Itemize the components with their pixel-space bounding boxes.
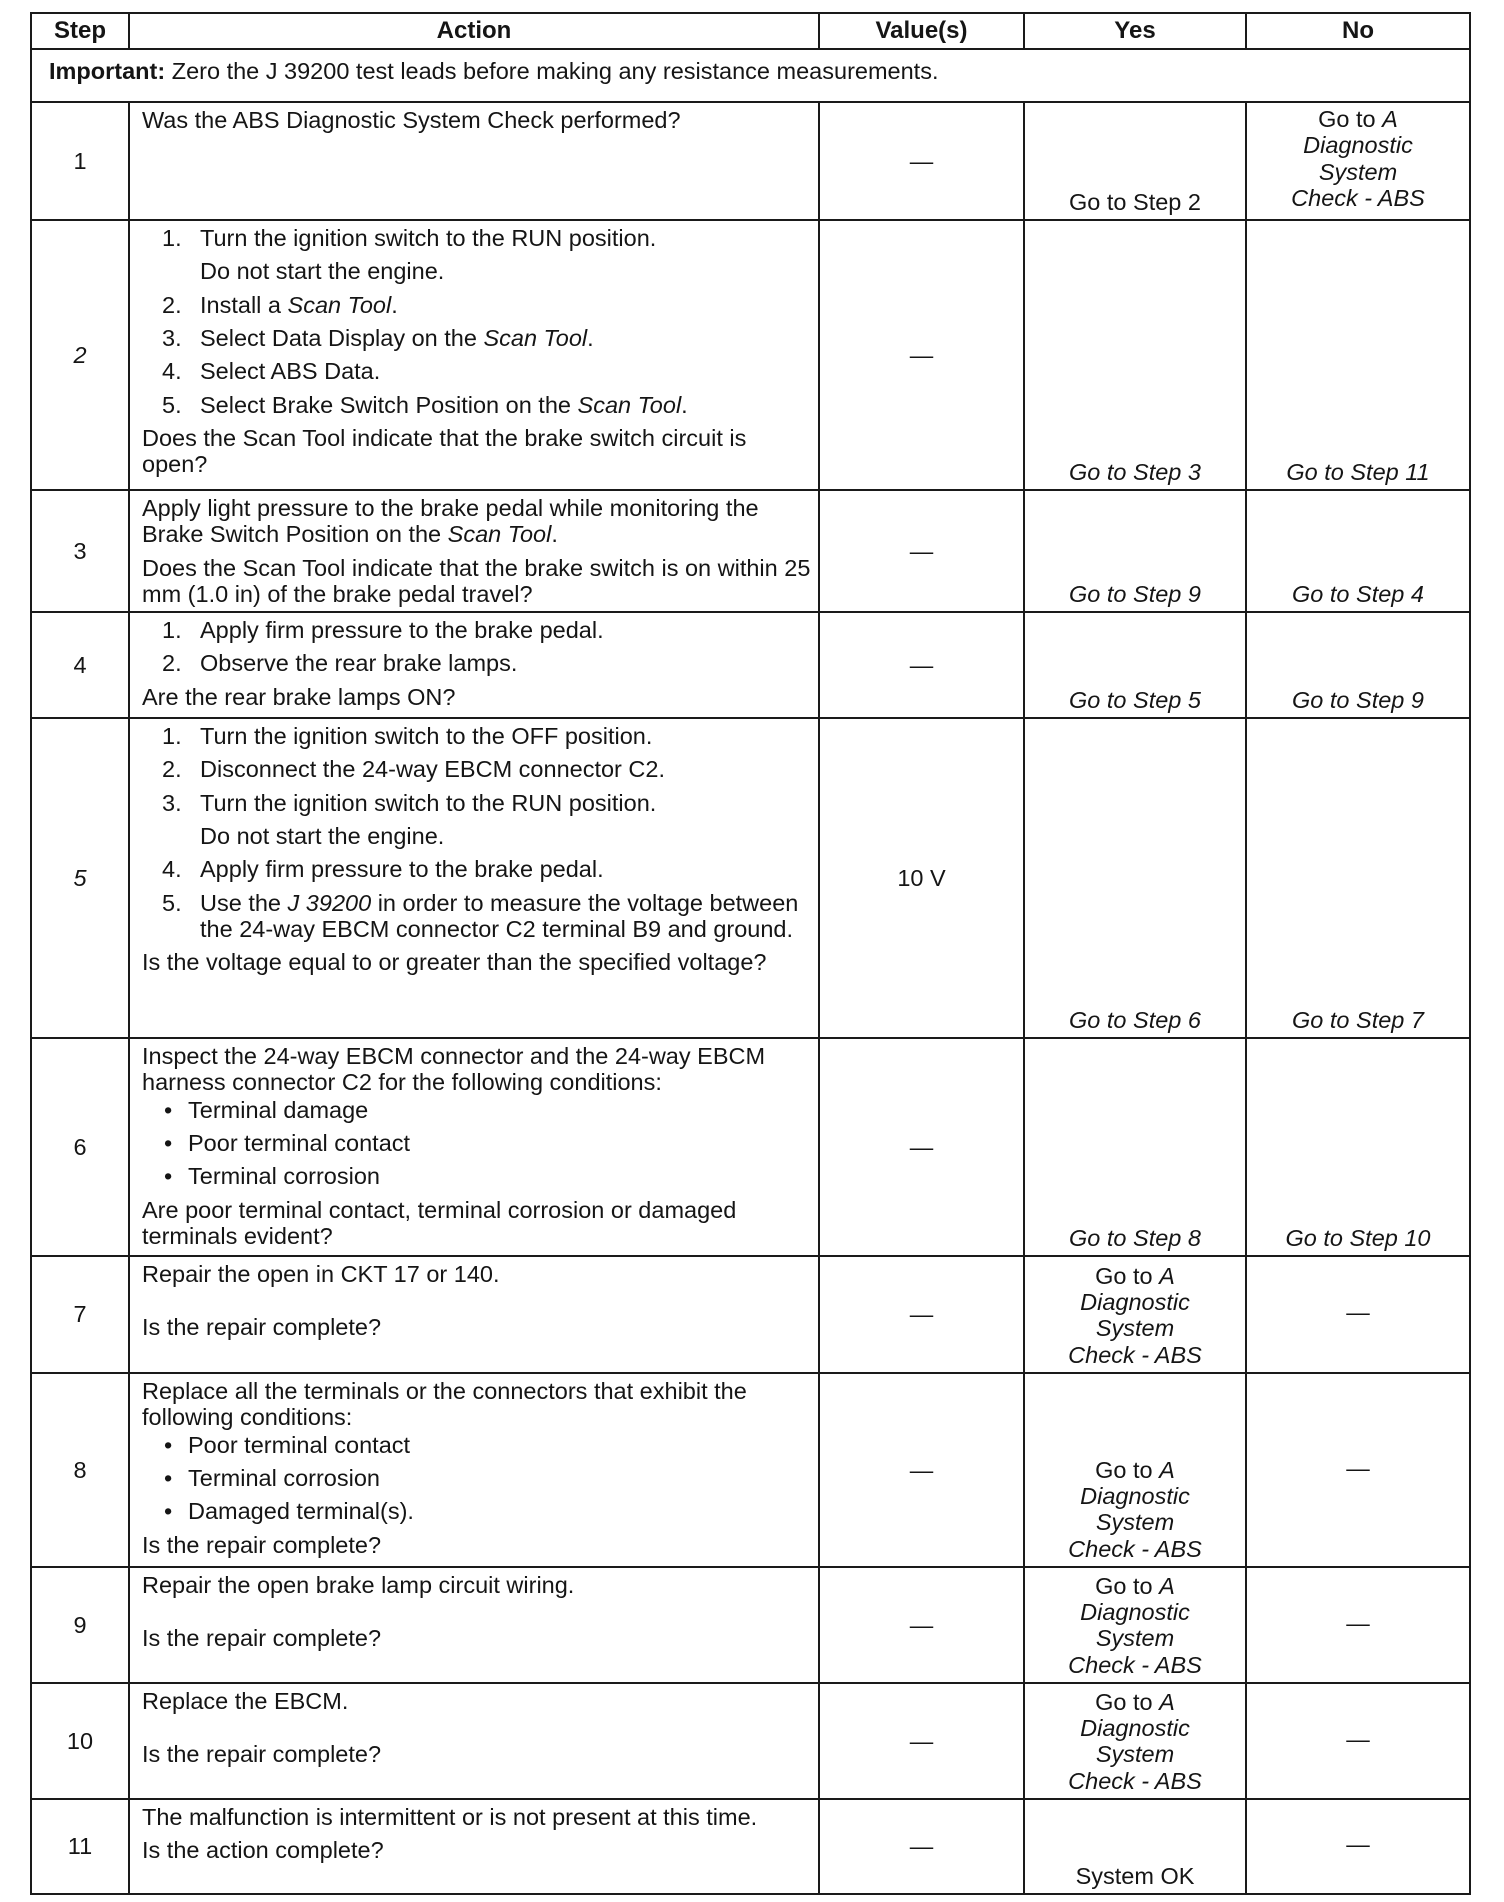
- item-text: in order to measure the voltage between the 24-way EBCM connector C2 terminal B9 and ground.: [200, 889, 799, 942]
- question-text: Does the Scan Tool indicate that the brake switch circuit is open?: [142, 424, 747, 478]
- item-italic: Scan Tool: [483, 324, 588, 351]
- procedure-item: [142, 723, 812, 749]
- no-line-1: [1251, 106, 1465, 132]
- action-cell: [129, 1373, 819, 1567]
- condition-item: • Terminal damage: [142, 1097, 812, 1123]
- no-text: Go to Step 9: [1292, 686, 1424, 713]
- table-row-step-8: [31, 1373, 1470, 1567]
- table-row-step-2: [31, 220, 1470, 490]
- condition-item: • Terminal corrosion: [142, 1465, 812, 1491]
- yes-line-4: [1029, 1536, 1241, 1562]
- action-intro: [142, 495, 812, 548]
- yes-line-italic: System: [1095, 1509, 1175, 1536]
- yes-cell: [1024, 1567, 1246, 1683]
- no-cell: —: [1246, 1567, 1470, 1683]
- action-intro: Repair the open brake lamp circuit wiring.: [142, 1572, 575, 1598]
- no-cell: [1246, 1038, 1470, 1256]
- yes-text: Go to Step 5: [1069, 686, 1201, 713]
- yes-cell: Go to Step 2: [1024, 102, 1246, 220]
- yes-line-text: Go to: [1095, 1688, 1160, 1715]
- item-italic: Scan Tool: [287, 291, 392, 318]
- item-italic: Scan Tool: [577, 391, 682, 418]
- procedure-item: [142, 650, 812, 676]
- yes-line-italic: A: [1159, 1262, 1175, 1289]
- value-cell: —: [819, 102, 1024, 220]
- step-number: 6: [31, 1038, 129, 1256]
- yes-line-4: [1029, 1342, 1241, 1368]
- step-number: 10: [31, 1683, 129, 1799]
- item-number: 3.: [162, 324, 182, 351]
- yes-cell: [1024, 490, 1246, 612]
- no-line-italic: A: [1382, 106, 1398, 132]
- no-line-2: [1251, 132, 1465, 158]
- no-cell: [1246, 220, 1470, 490]
- yes-line-italic: System: [1095, 1315, 1175, 1342]
- no-cell: [1246, 490, 1470, 612]
- yes-line-italic: Diagnostic: [1080, 1483, 1190, 1510]
- value-cell: —: [819, 490, 1024, 612]
- header-values: Value(s): [819, 13, 1024, 49]
- item-text: Use the: [200, 889, 288, 916]
- no-text: Go to Step 11: [1286, 458, 1430, 485]
- value-cell: —: [819, 612, 1024, 718]
- procedure-item: [142, 225, 812, 251]
- yes-cell: [1024, 1373, 1246, 1567]
- action-cell: [129, 1683, 819, 1799]
- yes-line-2: [1029, 1483, 1241, 1509]
- item-number: 5.: [162, 391, 182, 418]
- intro-text: .: [551, 521, 558, 548]
- value-cell: —: [819, 1256, 1024, 1373]
- question-text: Is the action complete?: [142, 1837, 384, 1864]
- step-number: 11: [31, 1799, 129, 1894]
- header-step: Step: [31, 13, 129, 49]
- no-cell: —: [1246, 1799, 1470, 1894]
- yes-line-1: [1029, 1573, 1241, 1599]
- condition-item: • Damaged terminal(s).: [142, 1498, 812, 1524]
- procedure-item: [142, 292, 812, 318]
- value-cell: —: [819, 220, 1024, 490]
- question-text: Does the Scan Tool indicate that the brake switch is on within 25 mm (1.0 in) of the brake pedal travel?: [142, 554, 811, 607]
- procedure-note: Do not start the engine.: [200, 822, 445, 849]
- table-row-step-9: [31, 1567, 1470, 1683]
- yes-line-3: [1029, 1741, 1241, 1767]
- yes-line-1: [1029, 1457, 1241, 1483]
- yes-cell: [1024, 220, 1246, 490]
- yes-line-italic: Diagnostic: [1080, 1599, 1190, 1626]
- procedure-item: [142, 756, 812, 782]
- yes-text: Go to Step 3: [1069, 458, 1201, 485]
- item-text: Apply firm pressure to the brake pedal.: [200, 617, 604, 643]
- no-line-3: [1251, 159, 1465, 185]
- procedure-item: [142, 790, 812, 816]
- header-action: Action: [129, 13, 819, 49]
- important-text: Zero the J 39200 test leads before making any resistance measurements.: [165, 58, 939, 84]
- table-row-step-5: [31, 718, 1470, 1038]
- yes-cell: System OK: [1024, 1799, 1246, 1894]
- yes-line-italic: Check - ABS: [1068, 1651, 1202, 1678]
- procedure-note: Do not start the engine.: [200, 258, 445, 285]
- item-text: Turn the ignition switch to the OFF position.: [200, 723, 653, 749]
- action-cell: [129, 220, 819, 490]
- important-label: Important:: [49, 58, 166, 84]
- yes-cell: [1024, 718, 1246, 1038]
- step-number: 7: [31, 1256, 129, 1373]
- header-no: No: [1246, 13, 1470, 49]
- no-text: Go to Step 7: [1292, 1006, 1424, 1033]
- yes-line-italic: Check - ABS: [1068, 1341, 1202, 1368]
- header-row: [31, 13, 1470, 49]
- yes-line-4: [1029, 1768, 1241, 1794]
- item-text: Select Data Display on the: [200, 324, 484, 351]
- important-note: [31, 49, 1470, 102]
- table-row-step-10: [31, 1683, 1470, 1799]
- yes-line-italic: A: [1159, 1456, 1175, 1483]
- yes-line-3: [1029, 1625, 1241, 1651]
- item-number: 4.: [162, 856, 182, 883]
- item-number: 1.: [162, 225, 182, 251]
- step-number: 2: [31, 220, 129, 490]
- item-text: Turn the ignition switch to the RUN position.: [200, 225, 657, 251]
- yes-line-italic: A: [1159, 1572, 1175, 1599]
- value-cell: —: [819, 1683, 1024, 1799]
- spacer: [142, 1287, 812, 1314]
- item-number: 4.: [162, 358, 182, 385]
- question-text: Was the ABS Diagnostic System Check performed?: [142, 107, 681, 133]
- question-text: Are poor terminal contact, terminal corrosion or damaged terminals evident?: [142, 1196, 737, 1249]
- no-text: Go to Step 10: [1285, 1224, 1431, 1251]
- condition-item: • Poor terminal contact: [142, 1432, 812, 1458]
- value-cell: —: [819, 1038, 1024, 1256]
- important-row: [31, 49, 1470, 102]
- yes-line-italic: Check - ABS: [1068, 1767, 1202, 1794]
- procedure-item: [142, 392, 812, 418]
- no-cell: [1246, 102, 1470, 220]
- yes-line-text: Go to: [1095, 1572, 1160, 1599]
- diagnostic-table: [30, 12, 1471, 1895]
- no-line-italic: System: [1318, 158, 1398, 185]
- question-text: Is the voltage equal to or greater than the specified voltage?: [142, 949, 767, 976]
- yes-cell: [1024, 1683, 1246, 1799]
- item-text: .: [681, 391, 688, 418]
- question-text: Is the repair complete?: [142, 1625, 382, 1652]
- value-cell: —: [819, 1567, 1024, 1683]
- item-text: Apply firm pressure to the brake pedal.: [200, 856, 604, 883]
- no-cell: [1246, 612, 1470, 718]
- action-intro: Replace all the terminals or the connectors that exhibit the following conditions:: [142, 1378, 747, 1431]
- procedure-item: [142, 358, 812, 384]
- item-text: Install a: [200, 291, 288, 318]
- question-text: Is the repair complete?: [142, 1531, 382, 1558]
- table-row-step-3: [31, 490, 1470, 612]
- yes-cell: [1024, 1256, 1246, 1373]
- action-intro: Inspect the 24-way EBCM connector and the 24-way EBCM harness connector C2 for the following conditions:: [142, 1043, 766, 1096]
- action-cell: [129, 1256, 819, 1373]
- table-row-step-11: [31, 1799, 1470, 1894]
- yes-text: Go to Step 6: [1069, 1006, 1201, 1033]
- yes-text: Go to Step 8: [1069, 1224, 1201, 1251]
- diagnostic-table-page: [30, 12, 1471, 1895]
- item-italic: J 39200: [287, 889, 372, 916]
- action-cell: [129, 102, 819, 220]
- table-row-step-7: [31, 1256, 1470, 1373]
- spacer: [142, 1598, 812, 1625]
- yes-line-4: [1029, 1652, 1241, 1678]
- question-text: Is the repair complete?: [142, 1741, 382, 1768]
- yes-line-italic: A: [1159, 1688, 1175, 1715]
- yes-text: Go to Step 9: [1069, 580, 1201, 607]
- action-cell: [129, 490, 819, 612]
- yes-line-italic: Check - ABS: [1068, 1535, 1202, 1562]
- item-number: 1.: [162, 617, 182, 643]
- no-line-italic: Check - ABS: [1291, 184, 1425, 211]
- item-number: 1.: [162, 723, 182, 749]
- no-cell: —: [1246, 1256, 1470, 1373]
- yes-line-2: [1029, 1289, 1241, 1315]
- step-number: 3: [31, 490, 129, 612]
- step-number: 1: [31, 102, 129, 220]
- step-number: 8: [31, 1373, 129, 1567]
- yes-line-italic: Diagnostic: [1080, 1715, 1190, 1742]
- item-text: Observe the rear brake lamps.: [200, 650, 518, 677]
- value-cell: 10 V: [819, 718, 1024, 1038]
- procedure-item: [142, 325, 812, 351]
- action-intro: Repair the open in CKT 17 or 140.: [142, 1261, 500, 1287]
- step-number: 5: [31, 718, 129, 1038]
- item-number: 5.: [162, 889, 182, 916]
- yes-line-text: Go to: [1095, 1456, 1160, 1483]
- item-number: 3.: [162, 789, 182, 816]
- condition-item: • Terminal corrosion: [142, 1163, 812, 1189]
- action-cell: [129, 1567, 819, 1683]
- header-yes: Yes: [1024, 13, 1246, 49]
- yes-cell: [1024, 612, 1246, 718]
- yes-line-1: [1029, 1689, 1241, 1715]
- condition-item: • Poor terminal contact: [142, 1130, 812, 1156]
- action-intro: The malfunction is intermittent or is not present at this time.: [142, 1804, 758, 1830]
- item-text: .: [587, 324, 594, 351]
- no-cell: [1246, 718, 1470, 1038]
- question-text: Are the rear brake lamps ON?: [142, 683, 456, 710]
- table-row-step-6: [31, 1038, 1470, 1256]
- yes-line-1: [1029, 1263, 1241, 1289]
- procedure-item: [142, 856, 812, 882]
- yes-line-italic: System: [1095, 1625, 1175, 1652]
- no-line-4: [1251, 185, 1465, 211]
- item-number: 2.: [162, 291, 182, 318]
- item-number: 2.: [162, 650, 182, 677]
- action-intro: Replace the EBCM.: [142, 1688, 349, 1714]
- item-text: Turn the ignition switch to the RUN position.: [200, 789, 657, 816]
- value-cell: —: [819, 1373, 1024, 1567]
- step-number: 9: [31, 1567, 129, 1683]
- table-row-step-1: [31, 102, 1470, 220]
- step-number: 4: [31, 612, 129, 718]
- intro-italic: Scan Tool: [447, 521, 552, 548]
- no-cell: —: [1246, 1683, 1470, 1799]
- spacer: [142, 1714, 812, 1741]
- yes-line-text: Go to: [1095, 1262, 1160, 1289]
- intro-text: Apply light pressure to the brake pedal while monitoring the Brake Switch Position on the: [142, 495, 759, 548]
- no-text: Go to Step 4: [1292, 580, 1424, 607]
- procedure-item: [142, 617, 812, 643]
- item-number: 2.: [162, 756, 182, 783]
- item-text: Select Brake Switch Position on the: [200, 391, 578, 418]
- item-text: .: [391, 291, 398, 318]
- no-cell: —: [1246, 1373, 1470, 1567]
- action-cell: [129, 1038, 819, 1256]
- yes-line-3: [1029, 1509, 1241, 1535]
- yes-line-italic: Diagnostic: [1080, 1289, 1190, 1316]
- procedure-item: [142, 890, 812, 943]
- item-text: Select ABS Data.: [200, 358, 381, 385]
- no-line-text: Go to: [1318, 106, 1383, 132]
- yes-line-2: [1029, 1599, 1241, 1625]
- item-text: Disconnect the 24-way EBCM connector C2.: [200, 756, 665, 783]
- table-row-step-4: [31, 612, 1470, 718]
- yes-line-2: [1029, 1715, 1241, 1741]
- action-cell: [129, 612, 819, 718]
- yes-line-3: [1029, 1315, 1241, 1341]
- yes-cell: [1024, 1038, 1246, 1256]
- yes-line-italic: System: [1095, 1741, 1175, 1768]
- action-cell: [129, 1799, 819, 1894]
- no-line-italic: Diagnostic: [1303, 132, 1413, 159]
- action-cell: [129, 718, 819, 1038]
- value-cell: —: [819, 1799, 1024, 1894]
- question-text: Is the repair complete?: [142, 1314, 382, 1341]
